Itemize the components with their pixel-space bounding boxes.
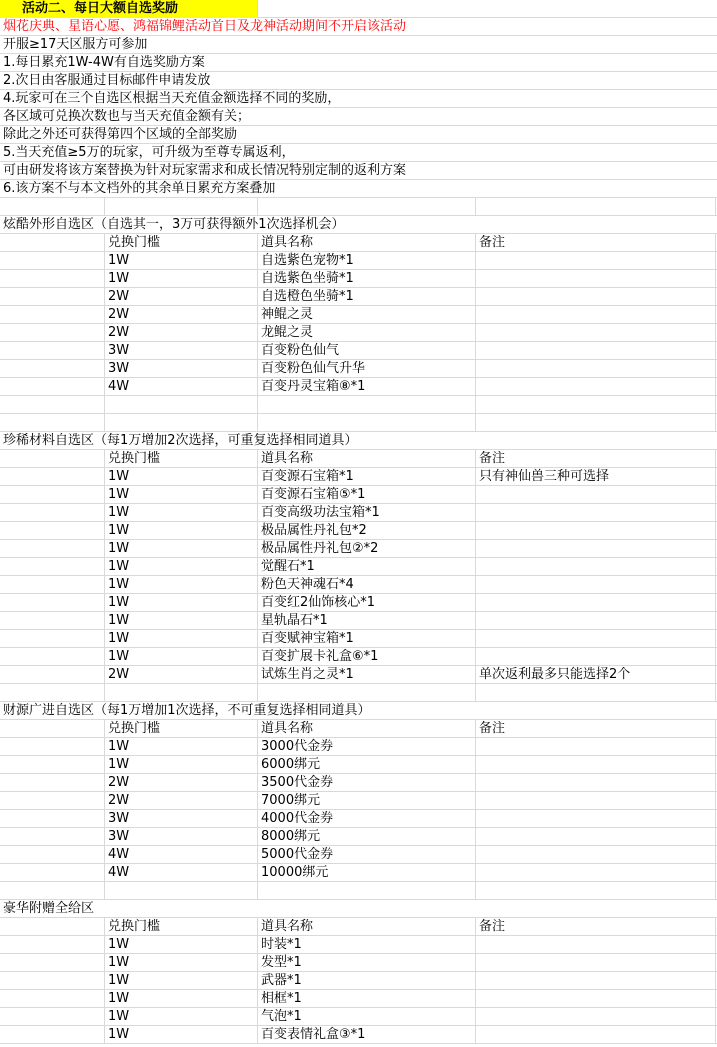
item-cell[interactable]: 龙鲲之灵 xyxy=(258,324,476,342)
rule-text[interactable]: 5.当天充值≥5万的玩家，可升级为至尊专属返利， xyxy=(3,145,295,160)
table-row xyxy=(0,648,717,666)
note-cell[interactable] xyxy=(476,936,716,954)
threshold-cell[interactable]: 1W xyxy=(105,504,258,522)
header-row xyxy=(0,918,717,936)
note-cell[interactable] xyxy=(476,612,716,630)
rule-text[interactable]: 除此之外还可获得第四个区域的全部奖励 xyxy=(3,127,238,142)
empty-cell[interactable] xyxy=(0,576,105,594)
empty-cell[interactable] xyxy=(476,396,716,414)
threshold-cell[interactable]: 4W xyxy=(105,846,258,864)
note-cell[interactable] xyxy=(476,540,716,558)
empty-cell[interactable] xyxy=(0,954,105,972)
note-cell[interactable] xyxy=(476,522,716,540)
item-cell[interactable]: 极品属性丹礼包*2 xyxy=(258,522,476,540)
section-title[interactable]: 珍稀材料自选区（每1万增加2次选择，可重复选择相同道具） xyxy=(3,433,358,448)
empty-cell[interactable] xyxy=(0,720,105,738)
threshold-cell[interactable]: 1W xyxy=(105,468,258,486)
note-cell[interactable] xyxy=(476,504,716,522)
threshold-cell[interactable]: 2W xyxy=(105,324,258,342)
empty-cell[interactable] xyxy=(0,252,105,270)
note-cell[interactable] xyxy=(476,342,716,360)
section-title[interactable]: 财源广进自选区（每1万增加1次选择，不可重复选择相同道具） xyxy=(3,703,371,718)
empty-cell[interactable] xyxy=(258,198,476,216)
table-row xyxy=(0,306,717,324)
item-cell[interactable]: 百变高级功法宝箱*1 xyxy=(258,504,476,522)
header-threshold[interactable]: 兑换门槛 xyxy=(105,234,258,252)
empty-cell[interactable] xyxy=(0,756,105,774)
note-cell[interactable] xyxy=(476,954,716,972)
note-cell[interactable] xyxy=(476,972,716,990)
empty-cell[interactable] xyxy=(105,198,258,216)
table-row xyxy=(0,576,717,594)
table-row xyxy=(0,828,717,846)
empty-cell[interactable] xyxy=(0,522,105,540)
header-threshold[interactable]: 兑换门槛 xyxy=(105,720,258,738)
note-cell[interactable]: 单次返利最多只能选择2个 xyxy=(476,666,716,684)
empty-cell[interactable] xyxy=(0,774,105,792)
item-cell[interactable]: 气泡*1 xyxy=(258,1008,476,1026)
empty-cell[interactable] xyxy=(105,684,258,702)
empty-cell[interactable] xyxy=(476,198,716,216)
note-cell[interactable] xyxy=(476,324,716,342)
empty-cell[interactable] xyxy=(0,540,105,558)
rule-text[interactable]: 4.玩家可在三个自选区根据当天充值金额选择不同的奖励， xyxy=(3,91,341,106)
header-item[interactable]: 道具名称 xyxy=(258,234,476,252)
item-cell[interactable]: 百变源石宝箱⑤*1 xyxy=(258,486,476,504)
section-title-row xyxy=(0,702,717,720)
note-cell[interactable] xyxy=(476,990,716,1008)
table-row xyxy=(0,990,717,1008)
item-cell[interactable]: 百变丹灵宝箱⑧*1 xyxy=(258,378,476,396)
empty-cell[interactable] xyxy=(0,504,105,522)
note-cell[interactable] xyxy=(476,558,716,576)
rule-text[interactable]: 1.每日累充1W-4W有自选奖励方案 xyxy=(3,55,205,70)
note-cell[interactable] xyxy=(476,630,716,648)
item-cell[interactable]: 时装*1 xyxy=(258,936,476,954)
threshold-cell[interactable]: 1W xyxy=(105,1008,258,1026)
blank-row xyxy=(0,414,717,432)
table-row xyxy=(0,504,717,522)
empty-cell[interactable] xyxy=(258,882,476,900)
note-cell[interactable] xyxy=(476,360,716,378)
empty-cell[interactable] xyxy=(0,972,105,990)
note-cell[interactable] xyxy=(476,288,716,306)
rule-row xyxy=(0,72,717,90)
empty-cell[interactable] xyxy=(0,360,105,378)
item-cell[interactable]: 4000代金券 xyxy=(258,810,476,828)
section-title[interactable]: 炫酷外形自选区（自选其一，3万可获得额外1次选择机会） xyxy=(3,217,345,232)
table-row xyxy=(0,756,717,774)
header-note[interactable]: 备注 xyxy=(476,450,716,468)
header-note[interactable]: 备注 xyxy=(476,918,716,936)
table-row xyxy=(0,738,717,756)
empty-cell[interactable] xyxy=(0,468,105,486)
note-cell[interactable] xyxy=(476,594,716,612)
rule-row xyxy=(0,54,717,72)
table-row xyxy=(0,666,717,684)
note-cell[interactable] xyxy=(476,864,716,882)
header-threshold[interactable]: 兑换门槛 xyxy=(105,450,258,468)
empty-cell[interactable] xyxy=(0,1008,105,1026)
empty-cell[interactable] xyxy=(0,684,105,702)
table-row xyxy=(0,360,717,378)
empty-cell[interactable] xyxy=(0,1026,105,1044)
table-row xyxy=(0,378,717,396)
header-threshold[interactable]: 兑换门槛 xyxy=(105,918,258,936)
threshold-cell[interactable]: 1W xyxy=(105,612,258,630)
item-cell[interactable]: 3500代金券 xyxy=(258,774,476,792)
notice-text[interactable]: 烟花庆典、星语心愿、鸿福锦鲤活动首日及龙神活动期间不开启该活动 xyxy=(3,19,407,34)
empty-cell[interactable] xyxy=(0,630,105,648)
rule-text[interactable]: 各区域可兑换次数也与当天充值金额有关； xyxy=(3,109,251,124)
empty-cell[interactable] xyxy=(0,558,105,576)
sheet-title[interactable]: 活动二、每日大额自选奖励 xyxy=(0,0,258,18)
table-row xyxy=(0,846,717,864)
empty-cell[interactable] xyxy=(0,396,105,414)
empty-cell[interactable] xyxy=(0,846,105,864)
empty-cell[interactable] xyxy=(0,648,105,666)
table-row xyxy=(0,972,717,990)
empty-cell[interactable] xyxy=(476,684,716,702)
table-row xyxy=(0,774,717,792)
empty-cell[interactable] xyxy=(0,234,105,252)
rule-row xyxy=(0,162,717,180)
table-row xyxy=(0,252,717,270)
empty-cell[interactable] xyxy=(258,414,476,432)
rule-row xyxy=(0,180,717,198)
table-row xyxy=(0,936,717,954)
empty-cell[interactable] xyxy=(476,882,716,900)
empty-cell[interactable] xyxy=(0,828,105,846)
header-item[interactable]: 道具名称 xyxy=(258,720,476,738)
table-row xyxy=(0,342,717,360)
threshold-cell[interactable]: 1W xyxy=(105,630,258,648)
threshold-cell[interactable]: 1W xyxy=(105,936,258,954)
table-row xyxy=(0,954,717,972)
section-title-row xyxy=(0,216,717,234)
rule-text[interactable]: 开服≥17天区服方可参加 xyxy=(3,37,148,52)
note-cell[interactable] xyxy=(476,576,716,594)
table-row xyxy=(0,810,717,828)
item-cell[interactable]: 星轨晶石*1 xyxy=(258,612,476,630)
threshold-cell[interactable]: 2W xyxy=(105,774,258,792)
item-cell[interactable]: 自选橙色坐骑*1 xyxy=(258,288,476,306)
rule-row xyxy=(0,36,717,54)
note-cell[interactable] xyxy=(476,846,716,864)
threshold-cell[interactable]: 1W xyxy=(105,954,258,972)
item-cell[interactable]: 百变粉色仙气升华 xyxy=(258,360,476,378)
note-cell[interactable] xyxy=(476,1026,716,1044)
threshold-cell[interactable]: 1W xyxy=(105,252,258,270)
empty-cell[interactable] xyxy=(0,882,105,900)
empty-cell[interactable] xyxy=(0,288,105,306)
rule-text[interactable]: 6.该方案不与本文档外的其余单日累充方案叠加 xyxy=(3,181,276,196)
header-row xyxy=(0,450,717,468)
item-cell[interactable]: 3000代金券 xyxy=(258,738,476,756)
note-cell[interactable] xyxy=(476,648,716,666)
threshold-cell[interactable]: 1W xyxy=(105,990,258,1008)
table-row xyxy=(0,486,717,504)
threshold-cell[interactable]: 4W xyxy=(105,864,258,882)
blank-row xyxy=(0,198,717,216)
note-cell[interactable] xyxy=(476,270,716,288)
rule-row xyxy=(0,126,717,144)
empty-cell[interactable] xyxy=(0,936,105,954)
threshold-cell[interactable]: 3W xyxy=(105,828,258,846)
empty-cell[interactable] xyxy=(0,918,105,936)
note-cell[interactable] xyxy=(476,738,716,756)
item-cell[interactable]: 5000代金券 xyxy=(258,846,476,864)
item-cell[interactable]: 觉醒石*1 xyxy=(258,558,476,576)
empty-cell[interactable] xyxy=(258,396,476,414)
threshold-cell[interactable]: 3W xyxy=(105,360,258,378)
empty-cell[interactable] xyxy=(0,594,105,612)
empty-cell[interactable] xyxy=(0,450,105,468)
table-row xyxy=(0,630,717,648)
empty-cell[interactable] xyxy=(0,486,105,504)
table-row xyxy=(0,792,717,810)
item-cell[interactable]: 6000绑元 xyxy=(258,756,476,774)
empty-cell[interactable] xyxy=(0,270,105,288)
note-cell[interactable] xyxy=(476,774,716,792)
item-cell[interactable]: 百变赋神宝箱*1 xyxy=(258,630,476,648)
header-item[interactable]: 道具名称 xyxy=(258,450,476,468)
empty-cell[interactable] xyxy=(258,0,717,18)
note-cell[interactable] xyxy=(476,252,716,270)
note-cell[interactable] xyxy=(476,306,716,324)
section-title-row xyxy=(0,900,717,918)
threshold-cell[interactable]: 1W xyxy=(105,540,258,558)
note-cell[interactable]: 只有神仙兽三种可选择 xyxy=(476,468,716,486)
empty-cell[interactable] xyxy=(258,684,476,702)
table-row xyxy=(0,558,717,576)
threshold-cell[interactable]: 1W xyxy=(105,972,258,990)
empty-cell[interactable] xyxy=(105,882,258,900)
section-title[interactable]: 豪华附赠全给区 xyxy=(3,901,95,916)
table-row xyxy=(0,540,717,558)
empty-cell[interactable] xyxy=(0,990,105,1008)
note-cell[interactable] xyxy=(476,1008,716,1026)
threshold-cell[interactable]: 1W xyxy=(105,756,258,774)
threshold-cell[interactable]: 1W xyxy=(105,558,258,576)
empty-cell[interactable] xyxy=(476,414,716,432)
empty-cell[interactable] xyxy=(0,792,105,810)
empty-cell[interactable] xyxy=(0,612,105,630)
threshold-cell[interactable]: 4W xyxy=(105,378,258,396)
table-row xyxy=(0,270,717,288)
empty-cell[interactable] xyxy=(0,198,105,216)
threshold-cell[interactable]: 1W xyxy=(105,738,258,756)
item-cell[interactable]: 神鲲之灵 xyxy=(258,306,476,324)
table-row xyxy=(0,1008,717,1026)
table-row xyxy=(0,612,717,630)
item-cell[interactable]: 7000绑元 xyxy=(258,792,476,810)
rule-text[interactable]: 可由研发将该方案替换为针对玩家需求和成长情况特别定制的返利方案 xyxy=(3,163,407,178)
empty-cell[interactable] xyxy=(0,666,105,684)
item-cell[interactable]: 相框*1 xyxy=(258,990,476,1008)
empty-cell[interactable] xyxy=(0,414,105,432)
item-cell[interactable]: 10000绑元 xyxy=(258,864,476,882)
blank-row xyxy=(0,684,717,702)
header-item[interactable]: 道具名称 xyxy=(258,918,476,936)
item-cell[interactable]: 自选紫色宠物*1 xyxy=(258,252,476,270)
table-row xyxy=(0,522,717,540)
threshold-cell[interactable]: 1W xyxy=(105,270,258,288)
threshold-cell[interactable]: 1W xyxy=(105,1026,258,1044)
empty-cell[interactable] xyxy=(0,738,105,756)
threshold-cell[interactable]: 2W xyxy=(105,288,258,306)
threshold-cell[interactable]: 2W xyxy=(105,666,258,684)
threshold-cell[interactable]: 2W xyxy=(105,306,258,324)
section-title-row xyxy=(0,432,717,450)
threshold-cell[interactable]: 1W xyxy=(105,486,258,504)
item-cell[interactable]: 试炼生肖之灵*1 xyxy=(258,666,476,684)
rule-row xyxy=(0,108,717,126)
rule-row xyxy=(0,144,717,162)
notice-row xyxy=(0,18,717,36)
note-cell[interactable] xyxy=(476,378,716,396)
threshold-cell[interactable]: 1W xyxy=(105,576,258,594)
item-cell[interactable]: 武器*1 xyxy=(258,972,476,990)
rule-text[interactable]: 2.次日由客服通过目标邮件申请发放 xyxy=(3,73,211,88)
threshold-cell[interactable]: 1W xyxy=(105,522,258,540)
empty-cell[interactable] xyxy=(0,342,105,360)
note-cell[interactable] xyxy=(476,792,716,810)
empty-cell[interactable] xyxy=(105,414,258,432)
blank-row xyxy=(0,882,717,900)
header-row xyxy=(0,720,717,738)
note-cell[interactable] xyxy=(476,756,716,774)
header-row xyxy=(0,234,717,252)
item-cell[interactable]: 8000绑元 xyxy=(258,828,476,846)
item-cell[interactable]: 百变扩展卡礼盒⑥*1 xyxy=(258,648,476,666)
threshold-cell[interactable]: 3W xyxy=(105,342,258,360)
item-cell[interactable]: 百变源石宝箱*1 xyxy=(258,468,476,486)
item-cell[interactable]: 百变粉色仙气 xyxy=(258,342,476,360)
rule-row xyxy=(0,90,717,108)
table-row xyxy=(0,864,717,882)
table-row xyxy=(0,468,717,486)
empty-cell[interactable] xyxy=(0,306,105,324)
empty-cell[interactable] xyxy=(105,396,258,414)
item-cell[interactable]: 粉色天神魂石*4 xyxy=(258,576,476,594)
table-row xyxy=(0,288,717,306)
table-row xyxy=(0,324,717,342)
note-cell[interactable] xyxy=(476,828,716,846)
header-note[interactable]: 备注 xyxy=(476,720,716,738)
empty-cell[interactable] xyxy=(0,378,105,396)
item-cell[interactable]: 自选紫色坐骑*1 xyxy=(258,270,476,288)
threshold-cell[interactable]: 1W xyxy=(105,594,258,612)
threshold-cell[interactable]: 2W xyxy=(105,792,258,810)
item-cell[interactable]: 极品属性丹礼包②*2 xyxy=(258,540,476,558)
item-cell[interactable]: 发型*1 xyxy=(258,954,476,972)
blank-row xyxy=(0,396,717,414)
item-cell[interactable]: 百变红2仙饰核心*1 xyxy=(258,594,476,612)
empty-cell[interactable] xyxy=(0,864,105,882)
table-row xyxy=(0,1026,717,1044)
threshold-cell[interactable]: 1W xyxy=(105,648,258,666)
title-row xyxy=(0,0,717,18)
item-cell[interactable]: 百变表情礼盒③*1 xyxy=(258,1026,476,1044)
note-cell[interactable] xyxy=(476,486,716,504)
empty-cell[interactable] xyxy=(0,810,105,828)
threshold-cell[interactable]: 3W xyxy=(105,810,258,828)
empty-cell[interactable] xyxy=(0,324,105,342)
note-cell[interactable] xyxy=(476,810,716,828)
table-row xyxy=(0,594,717,612)
header-note[interactable]: 备注 xyxy=(476,234,716,252)
